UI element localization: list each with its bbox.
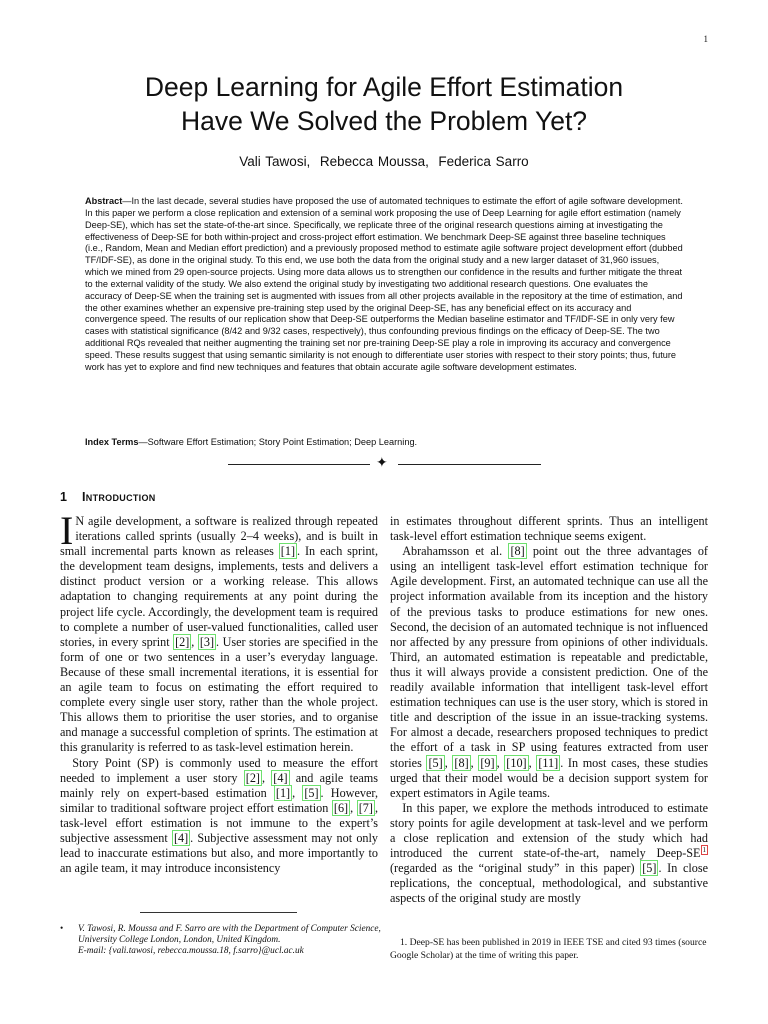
intro-paragraph-4 xyxy=(390,544,708,801)
title-line-1: Deep Learning for Agile Effort Estimation xyxy=(144,72,624,102)
text-run: . In close replications, the conceptual, methodological, and substantive aspects of the original study are mostly xyxy=(390,861,709,906)
text-run: , xyxy=(261,770,272,785)
page-number: 1 xyxy=(703,34,708,44)
section-number: 1 xyxy=(60,490,68,504)
text-run: , xyxy=(528,755,537,770)
index-terms-text: —Software Effort Estimation; Story Point Estimation; Deep Learning. xyxy=(138,437,418,447)
citation-link[interactable]: [9] xyxy=(480,755,495,770)
citation-link[interactable]: [7] xyxy=(358,800,373,815)
index-terms xyxy=(85,437,685,447)
citation-link[interactable]: [2] xyxy=(245,770,260,785)
paper-title xyxy=(60,70,708,138)
author-1: Vali Tawosi, xyxy=(239,154,311,169)
text-run: and agile teams mainly rely on expert-based estimation xyxy=(60,770,379,800)
citation-link[interactable]: [8] xyxy=(510,544,525,559)
text-run: , task-level effort estimation is not immune to the expert’s subjective assessment xyxy=(60,800,378,845)
author-2: Rebecca Moussa, xyxy=(319,154,429,169)
right-column xyxy=(390,514,708,906)
author-affiliation-footnote xyxy=(60,924,390,957)
affiliation-text: V. Tawosi, R. Moussa and F. Sarro are with the Department of Computer Science, University College London, London, United Kingdom. xyxy=(78,924,381,945)
separator-right-rule xyxy=(398,464,541,465)
footnote-link[interactable]: 1 xyxy=(702,846,706,854)
citation-link[interactable]: [1] xyxy=(275,785,291,800)
text-run: , xyxy=(350,800,357,815)
intro-paragraph-2 xyxy=(60,756,378,877)
text-run: . Subjective assessment may not only lead to inaccurate estimations but also, and more importantly to an agile team, it may introduce inconsistency xyxy=(60,830,378,876)
section-title: Introduction xyxy=(82,490,156,504)
separator-left-rule xyxy=(228,464,370,465)
text-run: . In most cases, these studies urged that their model would be a decision support system for expert estimators in Agile teams. xyxy=(390,755,709,800)
citation-link[interactable]: [11] xyxy=(538,755,559,770)
citation-link[interactable]: [6] xyxy=(333,800,349,815)
text-run: point out the three advantages of using an intelligent task-level effort estimation technique for Agile development. First, an automated technique can use all the project information available from its inception and the history of the previous tasks to produce estimations for new ones. Second, the decision of an automated technique is not influenced nor affected by any pressure from opinions of other individuals. Third, an automated estimation is repeatable and predictable, thus it will always provide a consistent prediction. One of the readily available information that intelligent task-level effort estimation techniques can use is the user story, which is stored in title and description of the issue in an issue-tracking systems. For almost a decade, researchers proposed techniques to predict the effort of a task in SP using features extracted from user stories xyxy=(390,544,708,770)
abstract-label: Abstract xyxy=(85,196,123,206)
footnote-1: 1. Deep-SE has been published in 2019 in IEEE TSE and cited 93 times (source Google Scholar) at the time of writing this paper. xyxy=(390,937,707,961)
text-run: , xyxy=(470,755,479,770)
intro-paragraph-5 xyxy=(390,801,708,907)
abstract xyxy=(85,196,685,374)
text-run: Story Point (SP) is commonly used to measure the effort needed to implement a user story xyxy=(60,755,378,785)
abstract-text: —In the last decade, several studies have proposed the use of automated techniques to estimate the effort of agile software development. In this paper we perform a close replication and extension of a seminal work proposing the use of Deep Learning for agile effort estimation (namely Deep-SE), which has set the state-of-the-art since. Specifically, we replicate three of the original research questions aiming at investigating the effectiveness of Deep-SE for both within-project and cross-project effort estimation. We benchmark Deep-SE against three baseline techniques (i.e., Random, Mean and Median effort prediction) and a previously proposed method to estimate agile software project development effort (dubbed TF/IDF-SE), as done in the original study. To this end, we use both the data from the original study and a new larger dataset of 31,960 issues, which we mined from 29 open-source projects. Using more data allows us to strengthen our confidence in the results and further mitigate the threat to the external validity of the study. We also extend the original study by investigating two additional research questions. One evaluates the accuracy of Deep-SE when the training set is augmented with issues from all other projects available in the repository at the time of estimation, and the other examines whether an expensive pre-training step used by the original Deep-SE, has any beneficial effect on its accuracy and convergence speed. The results of our replication show that Deep-SE outperforms the Median baseline estimator and TF/IDF-SE in only very few cases with statistical significance (8/42 and 9/32 cases, respectively), thus confounding previous findings on the efficacy of Deep-SE. The two additional RQs revealed that neither augmenting the training set nor pre-training Deep-SE play a role in improving its accuracy and convergence speed. These results suggest that using semantic similarity is not enough to differentiate user stories with respect to their story points; thus, future work has yet to explore and find new techniques and features that obtain accurate agile software development estimates. xyxy=(85,196,683,372)
text-run: , xyxy=(444,755,453,770)
text-run: , xyxy=(496,755,505,770)
intro-paragraph-3: in estimates throughout different sprints. Thus an intelligent task-level effort estimation technique seems exigent. xyxy=(390,514,708,544)
left-column xyxy=(60,508,379,876)
text-run: N agile development, a software is realized through repeated iterations called sprints (usually 2–4 weeks), and is built in small incremental parts known as releases xyxy=(60,514,378,559)
text-run: . However, similar to traditional software project effort estimation xyxy=(60,785,378,815)
citation-link[interactable]: [8] xyxy=(454,755,469,770)
separator-diamond-icon: ✦ xyxy=(376,455,388,471)
author-list xyxy=(60,154,708,169)
author-3: Federica Sarro xyxy=(438,154,529,169)
citation-link[interactable]: [3] xyxy=(199,634,215,649)
citation-link[interactable]: [5] xyxy=(304,785,319,800)
text-run: , xyxy=(292,785,303,800)
text-run: , xyxy=(191,634,198,649)
citation-link[interactable]: [1] xyxy=(280,544,296,559)
intro-paragraph-1 xyxy=(60,508,378,756)
text-run: . In each sprint, the development team designs, implements, tests and delivers a distinct product version or a working release. This allows adaptation to changing requirements at any point during the project life cycle. Accordingly, the development team is required to complete a number of user-valued functionalities, called user stories, in every sprint xyxy=(60,544,378,649)
citation-link[interactable]: [4] xyxy=(173,830,189,845)
citation-link[interactable]: [10] xyxy=(506,755,527,770)
text-run: . User stories are specified in the form of one or two sentences in a user’s everyday language. Because of these small incremental iterations, it is essential for an agile team to focus on estimating the effort required to complete every single user story, rather than the whole project. This allows them to prioritise the user stories, and to organise and manage a successful completion of sprints. The estimation at this granularity is referred to as task-level estimation herein. xyxy=(60,634,378,755)
drop-cap: I xyxy=(60,508,74,553)
title-line-2: Have We Solved the Problem Yet? xyxy=(180,106,588,136)
text-run: In this paper, we explore the methods introduced to estimate story points for agile development at task-level and we perform a close replication and extension of the study which had introduced the current state-of-the-art, namely Deep-SE xyxy=(390,800,708,861)
index-terms-label: Index Terms xyxy=(85,437,139,447)
citation-link[interactable]: [5] xyxy=(428,755,443,770)
email-text: E-mail: {vali.tawosi, rebecca.moussa.18, f.sarro}@ucl.ac.uk xyxy=(78,946,304,956)
text-run: (regarded as the “original study” in this paper) xyxy=(390,861,641,876)
text-run: Abrahamsson et al. xyxy=(402,544,509,559)
section-heading-introduction xyxy=(60,490,156,504)
citation-link[interactable]: [2] xyxy=(175,634,190,649)
footnote-rule-left xyxy=(140,912,297,913)
citation-link[interactable]: [5] xyxy=(642,861,657,876)
citation-link[interactable]: [4] xyxy=(273,770,288,785)
bullet-icon: • xyxy=(60,924,64,934)
